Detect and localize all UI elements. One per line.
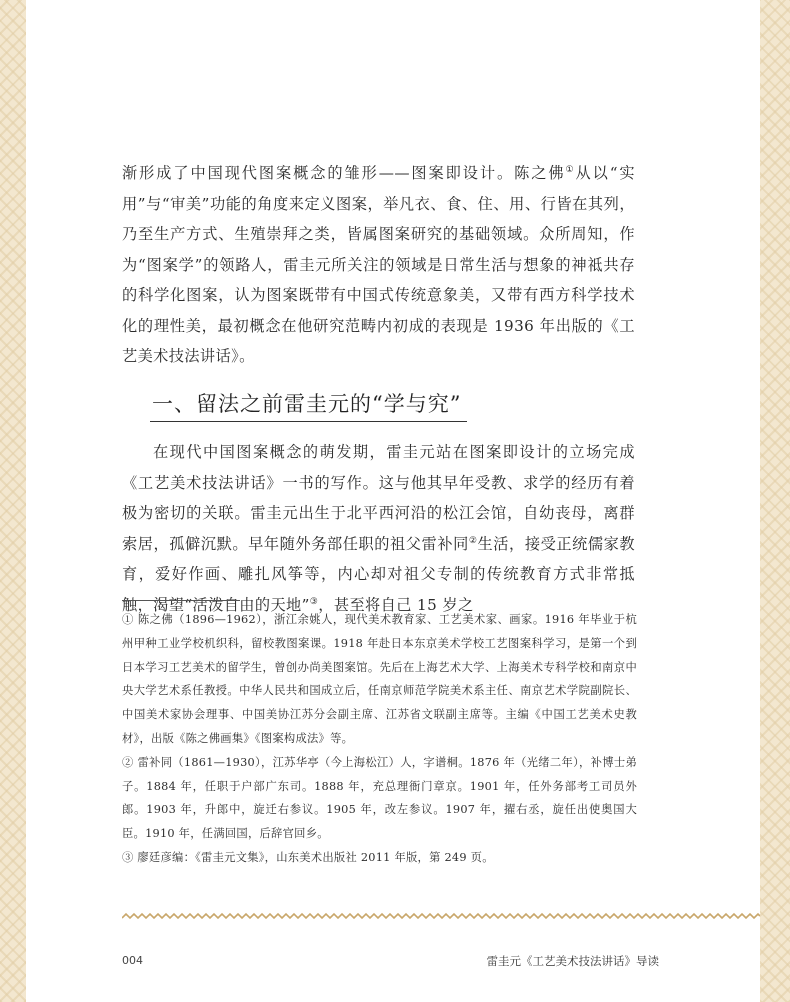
decorative-wave-divider xyxy=(122,912,760,920)
footnote-2: ② 雷补同（1861—1930），江苏华亭（今上海松江）人，字谱桐。1876 年（光绪二年），补博士弟子。1884 年，任职于户部广东司。1888 年，充总理衙门章京。1901 年，任外务部考工司员外郎。1903 年，升郎中，旋迁右参议。1905 年，改左参议。1907 年，擢右丞，旋任出使奥国大臣。1910 年，任满回国，后辞官回乡。 xyxy=(122,755,637,841)
footnote-3: ③ 廖廷彦编：《雷圭元文集》，山东美术出版社 2011 年版，第 249 页。 xyxy=(122,850,494,864)
running-title: 雷圭元《工艺美术技法讲话》导读 xyxy=(486,954,659,968)
footnote-ref-3[interactable]: ③ xyxy=(309,596,319,607)
footnote-ref-2[interactable]: ② xyxy=(468,535,478,546)
right-decorative-border xyxy=(760,0,790,1002)
wave-line xyxy=(122,914,760,918)
footnote-ref-1[interactable]: ① xyxy=(565,164,576,175)
footnotes xyxy=(122,608,637,870)
footnote-separator xyxy=(122,600,240,601)
body-paragraph-2: 在现代中国图案概念的萌发期，雷圭元站在图案即设计的立场完成《工艺美术技法讲话》一书的写作。这与他其早年受教、求学的经历有着极为密切的关联。雷圭元出生于北平西河沿的松江会馆，自幼丧母，离群索居，孤僻沉默。早年随外务部任职的祖父雷补同②生活，接受正统儒家教育，爱好作画、雕扎风筝等，内心却对祖父专制的传统教育方式非常抵触，渴望“活泼自由的天地”③，甚至将自己 15 岁之 xyxy=(122,443,635,614)
page-number: 004 xyxy=(122,954,143,967)
body-paragraph-1: 渐形成了中国现代图案概念的雏形——图案即设计。陈之佛①从以“实用”与“审美”功能的角度来定义图案，举凡衣、食、住、用、行皆在其列，乃至生产方式、生殖崇拜之类，皆属图案研究的基础领域。众所周知，作为“图案学”的领路人，雷圭元所关注的领域是日常生活与想象的神祗共存的科学化图案，认为图案既带有中国式传统意象美，又带有西方科学技术化的理性美，最初概念在他研究范畴内初成的表现是 1936 年出版的《工艺美术技法讲话》。 xyxy=(122,164,635,365)
footnote-1: ① 陈之佛（1896—1962），浙江余姚人，现代美术教育家、工艺美术家、画家。1916 年毕业于杭州甲种工业学校机织科，留校教图案课。1918 年赴日本东京美术学校工艺图案科学习，是第一个到日本学习工艺美术的留学生，曾创办尚美图案馆。先后在上海艺术大学、上海美术专科学校和南京中央大学艺术系任教授。中华人民共和国成立后，任南京师范学院美术系主任、南京艺术学院副院长、中国美术家协会理事、中国美协江苏分会副主席、江苏省文联副主席等。主编《中国工艺美术史教材》，出版《陈之佛画集》《图案构成法》等。 xyxy=(122,613,637,745)
left-decorative-border xyxy=(0,0,26,1002)
section-heading: 一、留法之前雷圭元的“学与究” xyxy=(150,388,467,422)
